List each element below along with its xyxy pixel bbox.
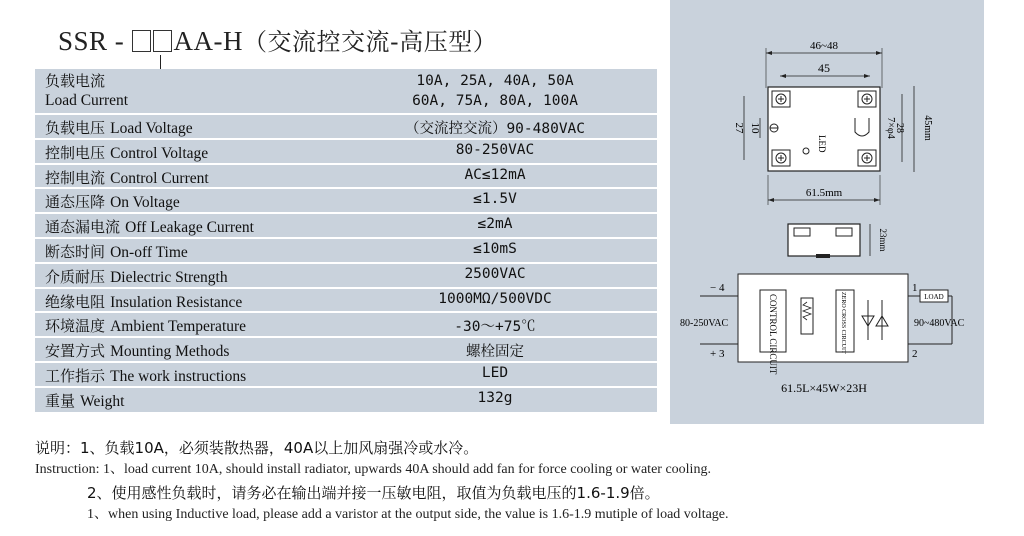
spec-value-text: ≤10mS — [473, 240, 517, 257]
pin-2: 2 — [912, 348, 918, 360]
led-label: LED — [817, 135, 827, 153]
dim-right-28: 28 — [894, 123, 905, 133]
spec-label — [45, 315, 246, 336]
pin-neg4: − 4 — [710, 282, 725, 294]
spec-value — [365, 142, 625, 158]
spec-label — [45, 266, 228, 287]
spec-row — [35, 189, 657, 214]
spec-label-english: Load Voltage — [110, 120, 193, 137]
spec-label-english: Dielectric Strength — [110, 268, 228, 286]
dim-right-45: 45mm — [922, 115, 933, 141]
spec-row — [35, 214, 657, 239]
dim-left-inner: 10 — [749, 122, 761, 134]
dim-bottom: 61.5mm — [805, 187, 843, 199]
spec-value-text: -30～+75℃ — [454, 319, 536, 336]
spec-value-text: AC≤12mA — [464, 166, 526, 183]
spec-value-text: 螺栓固定 — [466, 344, 524, 361]
spec-label — [45, 390, 125, 411]
spec-label — [45, 340, 229, 361]
spec-value-text: 80-250VAC — [455, 141, 535, 158]
title-suffix: AA-H — [173, 26, 244, 56]
title-chinese: （交流控交流-高压型） — [243, 28, 498, 56]
spec-row — [35, 165, 657, 190]
spec-label-chinese: 重量 — [45, 391, 76, 410]
spec-label — [45, 241, 188, 262]
dim-left-outer: 27 — [733, 122, 745, 134]
spec-value — [365, 291, 625, 307]
spec-value-text: LED — [481, 364, 509, 381]
spec-value-text: （交流控交流）90-480VAC — [404, 121, 586, 137]
spec-value — [365, 241, 625, 257]
spec-value-text: ≤1.5V — [473, 191, 517, 208]
spec-label-english: Off Leakage Current — [125, 219, 254, 237]
note-2-chinese: 2、使用感性负载时，请务必在输出端并接一压敏电阻，取值为负载电压的1.6-1.9倍。 — [87, 484, 660, 502]
spec-label-english: On Voltage — [110, 194, 180, 212]
spec-row — [35, 313, 657, 338]
side-height: 23mm — [878, 228, 888, 252]
spec-label — [45, 142, 208, 163]
spec-row — [35, 338, 657, 363]
load-label: LOAD — [924, 293, 944, 301]
spec-value — [365, 191, 625, 207]
relay-side-view — [788, 224, 860, 256]
spec-row — [35, 363, 657, 388]
spec-row — [35, 264, 657, 289]
spec-label — [45, 191, 180, 212]
spec-row — [35, 69, 657, 115]
dim-top-inner: 45 — [818, 61, 830, 75]
spec-label-chinese: 负载电压 — [45, 119, 106, 137]
spec-label — [45, 291, 242, 312]
spec-row — [35, 388, 657, 414]
size-caption: 61.5L×45W×23H — [781, 381, 867, 395]
note-1-chinese: 说明：1、负载10A，必须装散热器，40A以上加风扇强冷或水冷。 — [35, 439, 479, 457]
spec-value — [365, 365, 625, 381]
model-placeholder-box — [132, 30, 151, 52]
spec-row — [35, 289, 657, 314]
spec-label-chinese: 安置方式 — [45, 342, 106, 361]
spec-label — [45, 71, 128, 111]
spec-value-text: 2500VAC — [464, 265, 526, 282]
spec-label-english: The work instructions — [110, 367, 247, 385]
spec-label — [45, 167, 209, 188]
title-prefix: SSR - — [58, 26, 132, 56]
spec-label-chinese: 负载电流 — [45, 72, 106, 90]
spec-label-english: On-off Time — [110, 243, 188, 261]
spec-label — [45, 365, 246, 386]
spec-label-chinese: 通态漏电流 — [45, 218, 121, 237]
spec-label-chinese: 控制电压 — [45, 143, 106, 162]
spec-label-english: Insulation Resistance — [110, 293, 243, 311]
spec-value — [365, 315, 625, 336]
control-circuit-label: CONTROL CIRCUIT — [768, 294, 778, 375]
dim-top-outer: 46~48 — [810, 40, 838, 52]
spec-value — [365, 117, 625, 138]
output-voltage: 90~480VAC — [914, 318, 965, 329]
spec-value-text: ≤2mA — [477, 216, 513, 233]
spec-label-english: Ambient Temperature — [110, 318, 247, 336]
spec-value — [365, 266, 625, 282]
spec-label-chinese: 环境温度 — [45, 317, 106, 336]
page-title — [58, 22, 497, 57]
dimension-diagram-panel — [670, 0, 984, 424]
spec-label-chinese: 控制电流 — [45, 168, 106, 187]
dimension-diagram — [670, 0, 984, 424]
spec-row — [35, 239, 657, 264]
spec-label-chinese: 断态时间 — [45, 242, 106, 261]
spec-table — [35, 69, 657, 414]
spec-value — [365, 340, 625, 361]
spec-value — [365, 71, 625, 111]
spec-label — [45, 216, 254, 237]
spec-label-chinese: 绝缘电阻 — [45, 292, 106, 311]
spec-label-chinese: 介质耐压 — [45, 267, 106, 286]
spec-value — [365, 167, 625, 183]
spec-label-chinese: 工作指示 — [45, 366, 106, 385]
spec-label-english: Weight — [80, 392, 125, 410]
spec-label-english: Control Current — [110, 169, 209, 187]
spec-value-text: 10A, 25A, 40A, 50A — [416, 73, 574, 89]
spec-value — [365, 390, 625, 406]
spec-label-english: Load Current — [45, 92, 129, 109]
spec-label-chinese: 通态压降 — [45, 193, 106, 212]
spec-value-text: 1000MΩ/500VDC — [438, 290, 552, 307]
dim-right-hole: 7×φ4 — [885, 117, 896, 139]
spec-row — [35, 115, 657, 140]
spec-value-text: 132g — [477, 389, 513, 406]
instructions — [35, 437, 1015, 523]
input-voltage: 80-250VAC — [680, 318, 729, 329]
spec-label — [45, 117, 193, 138]
model-placeholder-box — [153, 30, 172, 52]
note-1-english: Instruction: 1、load current 10A, should install radiator, upwards 40A should add fan for force cooling or water cooling. — [35, 462, 711, 477]
note-2-english: 1、when using Inductive load, please add a varistor at the output side, the value is 1.6-1.9 mutiple of load voltage. — [87, 507, 729, 522]
spec-row — [35, 140, 657, 165]
spec-label-english: Control Voltage — [110, 144, 209, 162]
zero-cross-label: ZERO CROSS CIRCUIT — [840, 292, 846, 354]
spec-value — [365, 216, 625, 232]
pin-pos3: + 3 — [710, 348, 725, 360]
spec-label-english: Mounting Methods — [110, 343, 230, 361]
pin-1: 1 — [912, 282, 918, 294]
spec-value-text-2: 60A, 75A, 80A, 100A — [412, 93, 578, 109]
